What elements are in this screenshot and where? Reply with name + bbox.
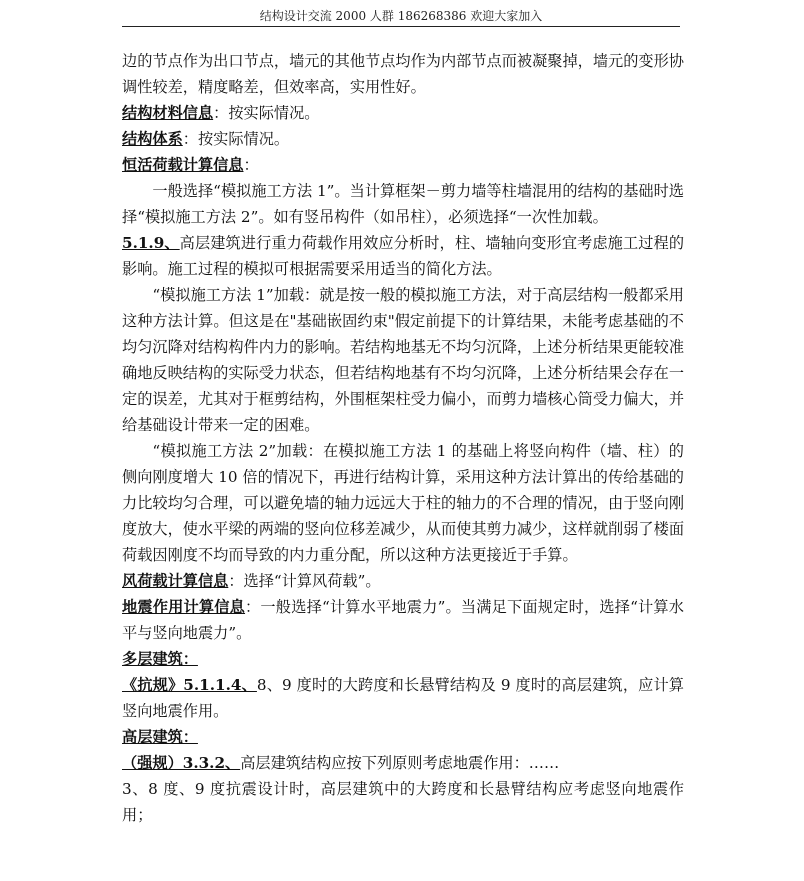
heading-material-info: 结构材料信息 xyxy=(122,104,214,122)
paragraph-text: 3、8 度、9 度抗震设计时，高层建筑中的大跨度和长悬臂结构应考虑竖向地震作用； xyxy=(122,780,684,824)
paragraph-text: 一般选择“模拟施工方法 1”。当计算框架－剪力墙等柱墙混用的结构的基础时选择“模拟施工方法 2”。如有竖吊构件（如吊柱），必须选择“一次性加载。 xyxy=(122,182,684,226)
heading-multistory: 多层建筑： xyxy=(122,650,198,668)
page-header xyxy=(122,6,680,27)
heading-high-rise: 高层建筑： xyxy=(122,728,198,746)
heading-seismic-action: 地震作用计算信息 xyxy=(122,598,246,616)
paragraph-construction-method-1 xyxy=(122,282,684,438)
clause-number-5-1-9: 5.1.9、 xyxy=(122,234,180,252)
paragraph-text: ：按实际情况。 xyxy=(213,104,320,122)
paragraph-text: ：一般选择“计算水平地震力”。当满足下面规定时，选择“计算水平与竖向地震力”。 xyxy=(122,598,684,642)
paragraph-text: 高层建筑进行重力荷载作用效应分析时，柱、墙轴向变形宜考虑施工过程的影响。施工过程的模拟可根据需要采用适当的简化方法。 xyxy=(122,234,685,278)
paragraph-seismic-action xyxy=(122,594,684,646)
paragraph-text: ：选择“计算风荷载”。 xyxy=(228,572,381,590)
heading-dead-live-load: 恒活荷载计算信息 xyxy=(122,156,244,174)
page-header-text: 结构设计交流 2000 人群 186268386 欢迎大家加入 xyxy=(259,9,543,23)
clause-number-5-1-1-4: 《抗规》5.1.1.4、 xyxy=(122,676,257,694)
paragraph-text: “模拟施工方法 2”加载：在模拟施工方法 1 的基础上将竖向构件（墙、柱）的侧向刚度增大 10 倍的情况下，再进行结构计算，采用这种方法计算出的传给基础的力比较均匀合理，可以避免墙的轴力远远大于柱的轴力的不合理的情况，由于竖向刚度放大，使水平梁的两端的竖向位移差减少，从而使其剪力减少，这样就削弱了楼面荷载因刚度不均而导致的内力重分配，所以这种方法更接近于手算。 xyxy=(122,442,684,564)
paragraph-item-3 xyxy=(122,776,684,828)
heading-structure-system: 结构体系 xyxy=(122,130,183,148)
paragraph-dead-live-load xyxy=(122,152,684,178)
paragraph-high-rise xyxy=(122,724,684,750)
paragraph-text: ： xyxy=(243,156,259,174)
paragraph-text: 高层建筑结构应按下列原则考虑地震作用：…… xyxy=(240,754,560,772)
paragraph-material-info xyxy=(122,100,684,126)
paragraph-construction-method-2 xyxy=(122,438,684,568)
document-body xyxy=(122,48,684,828)
paragraph-construction-method-choice xyxy=(122,178,684,230)
paragraph-code-3-3-2 xyxy=(122,750,684,776)
paragraph-structure-system xyxy=(122,126,684,152)
heading-wind-load: 风荷载计算信息 xyxy=(122,572,229,590)
paragraph-text: ：按实际情况。 xyxy=(182,130,290,148)
paragraph-multistory xyxy=(122,646,684,672)
paragraph-wind-load xyxy=(122,568,684,594)
paragraph-code-5-1-1-4 xyxy=(122,672,684,724)
paragraph-text: 边的节点作为出口节点，墙元的其他节点均作为内部节点而被凝聚掉，墙元的变形协调性较差，精度略差，但效率高，实用性好。 xyxy=(122,52,684,96)
paragraph-clause-5-1-9 xyxy=(122,230,684,282)
paragraph-wall-element xyxy=(122,48,684,100)
paragraph-text: 8、9 度时的大跨度和长悬臂结构及 9 度时的高层建筑，应计算竖向地震作用。 xyxy=(122,676,684,720)
clause-number-3-3-2: （强规）3.3.2、 xyxy=(122,754,241,772)
paragraph-text: “模拟施工方法 1”加载：就是按一般的模拟施工方法，对于高层结构一般都采用这种方法计算。但这是在"基础嵌固约束"假定前提下的计算结果，未能考虑基础的不均匀沉降对结构构件内力的影响。若结构地基无不均匀沉降，上述分析结果更能较准确地反映结构的实际受力状态，但若结构地基有不均匀沉降，上述分析结果会存在一定的误差，尤其对于框剪结构，外围框架柱受力偏小，而剪力墙核心筒受力偏大，并给基础设计带来一定的困难。 xyxy=(122,286,684,434)
